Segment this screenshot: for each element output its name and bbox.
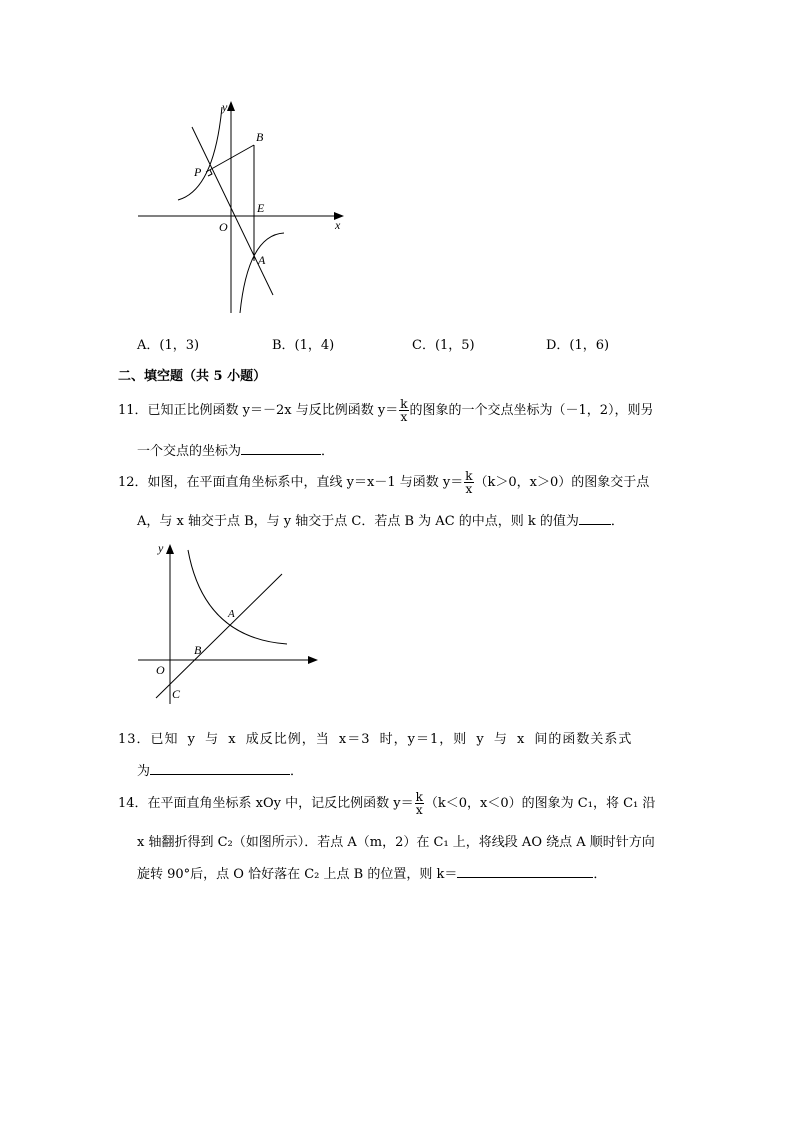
segment-pb (206, 145, 254, 172)
label-y: y (222, 100, 228, 114)
section-title: 二、填空题（共 5 小题） (118, 369, 267, 384)
q14-line3-text: 旋转 90°后，点 O 恰好落在 C₂ 上点 B 的位置，则 k＝ (137, 867, 458, 882)
q11-end: ． (321, 444, 335, 459)
q14-end: ． (593, 867, 607, 882)
question-11-line-1 (118, 398, 654, 423)
y-axis-arrow (166, 544, 174, 554)
label-o: O (219, 220, 228, 234)
question-14-line-1 (118, 791, 655, 816)
answer-options (137, 334, 637, 352)
q14-fraction (415, 791, 424, 816)
label-a: A (258, 253, 266, 267)
option-c: C．(1，5) (412, 338, 475, 353)
q12-frac-den: x (465, 482, 473, 496)
q14-text-1: 14．在平面直角坐标系 xOy 中，记反比例函数 y＝ (118, 796, 414, 811)
question-14-line-3 (137, 863, 606, 882)
q11-text-2: 的图象的一个交点坐标为（－1，2），则另 (409, 403, 654, 418)
question-12-line-2 (137, 510, 624, 529)
q12-answer-blank[interactable] (579, 510, 611, 525)
label-y: y (158, 541, 164, 555)
line-y-equals-x-minus-1 (156, 574, 282, 698)
q11-line2-text: 一个交点的坐标为 (137, 444, 242, 459)
x-axis-arrow (308, 656, 318, 664)
question-14-line-2 (137, 831, 655, 850)
label-b: B (194, 643, 202, 657)
y-axis-arrow (227, 101, 235, 111)
q12-end: ． (610, 514, 624, 529)
q11-text-1: 11．已知正比例函数 y＝－2x 与反比例函数 y＝ (118, 403, 399, 418)
option-d: D．(1，6) (546, 338, 610, 353)
option-a: A．(1，3) (137, 338, 200, 353)
q13-line2-text: 为 (137, 764, 151, 779)
figure-2 (132, 538, 327, 708)
q12-frac-num: k (465, 469, 473, 483)
label-p: P (194, 165, 202, 179)
q14-text-2: （k＜0，x＜0）的图象为 C₁，将 C₁ 沿 (424, 796, 656, 811)
label-o: O (156, 663, 165, 677)
label-a: A (228, 608, 235, 620)
q11-frac-num: k (400, 397, 408, 411)
q14-frac-den: x (415, 803, 423, 817)
q12-text-2: （k＞0，x＞0）的图象交于点 (474, 475, 650, 490)
q14-line2-text: x 轴翻折得到 C₂（如图所示）．若点 A（m，2）在 C₁ 上，将线段 AO 绕点 A 顺时针方向 (137, 835, 655, 850)
option-b: B．(1，4) (272, 338, 335, 353)
label-e: E (257, 201, 265, 215)
q14-frac-num: k (415, 790, 423, 804)
question-12-line-1 (118, 470, 649, 495)
q11-answer-blank[interactable] (241, 440, 321, 455)
q14-answer-blank[interactable] (457, 863, 593, 878)
q12-fraction (464, 470, 473, 495)
label-x: x (335, 218, 341, 232)
q12-line2-text: A，与 x 轴交于点 B，与 y 轴交于点 C．若点 B 为 AC 的中点，则 k 的值为 (137, 514, 579, 529)
question-13-line-2 (137, 760, 303, 779)
label-c: C (172, 687, 181, 701)
q11-fraction (399, 398, 408, 423)
q13-text-1: 13．已知 y 与 x 成反比例，当 x＝3 时，y＝1，则 y 与 x 间的函数关系式 (118, 732, 633, 747)
label-b: B (256, 130, 264, 144)
hyperbola-left-branch (178, 107, 222, 200)
q11-frac-den: x (400, 410, 408, 424)
figure-1 (130, 95, 360, 320)
question-13-line-1 (118, 728, 632, 747)
question-11-line-2 (137, 440, 334, 459)
q13-end: ． (290, 764, 304, 779)
q13-answer-blank[interactable] (150, 760, 290, 775)
hyperbola (188, 550, 287, 644)
q12-text-1: 12．如图，在平面直角坐标系中，直线 y＝x－1 与函数 y＝ (118, 475, 464, 490)
